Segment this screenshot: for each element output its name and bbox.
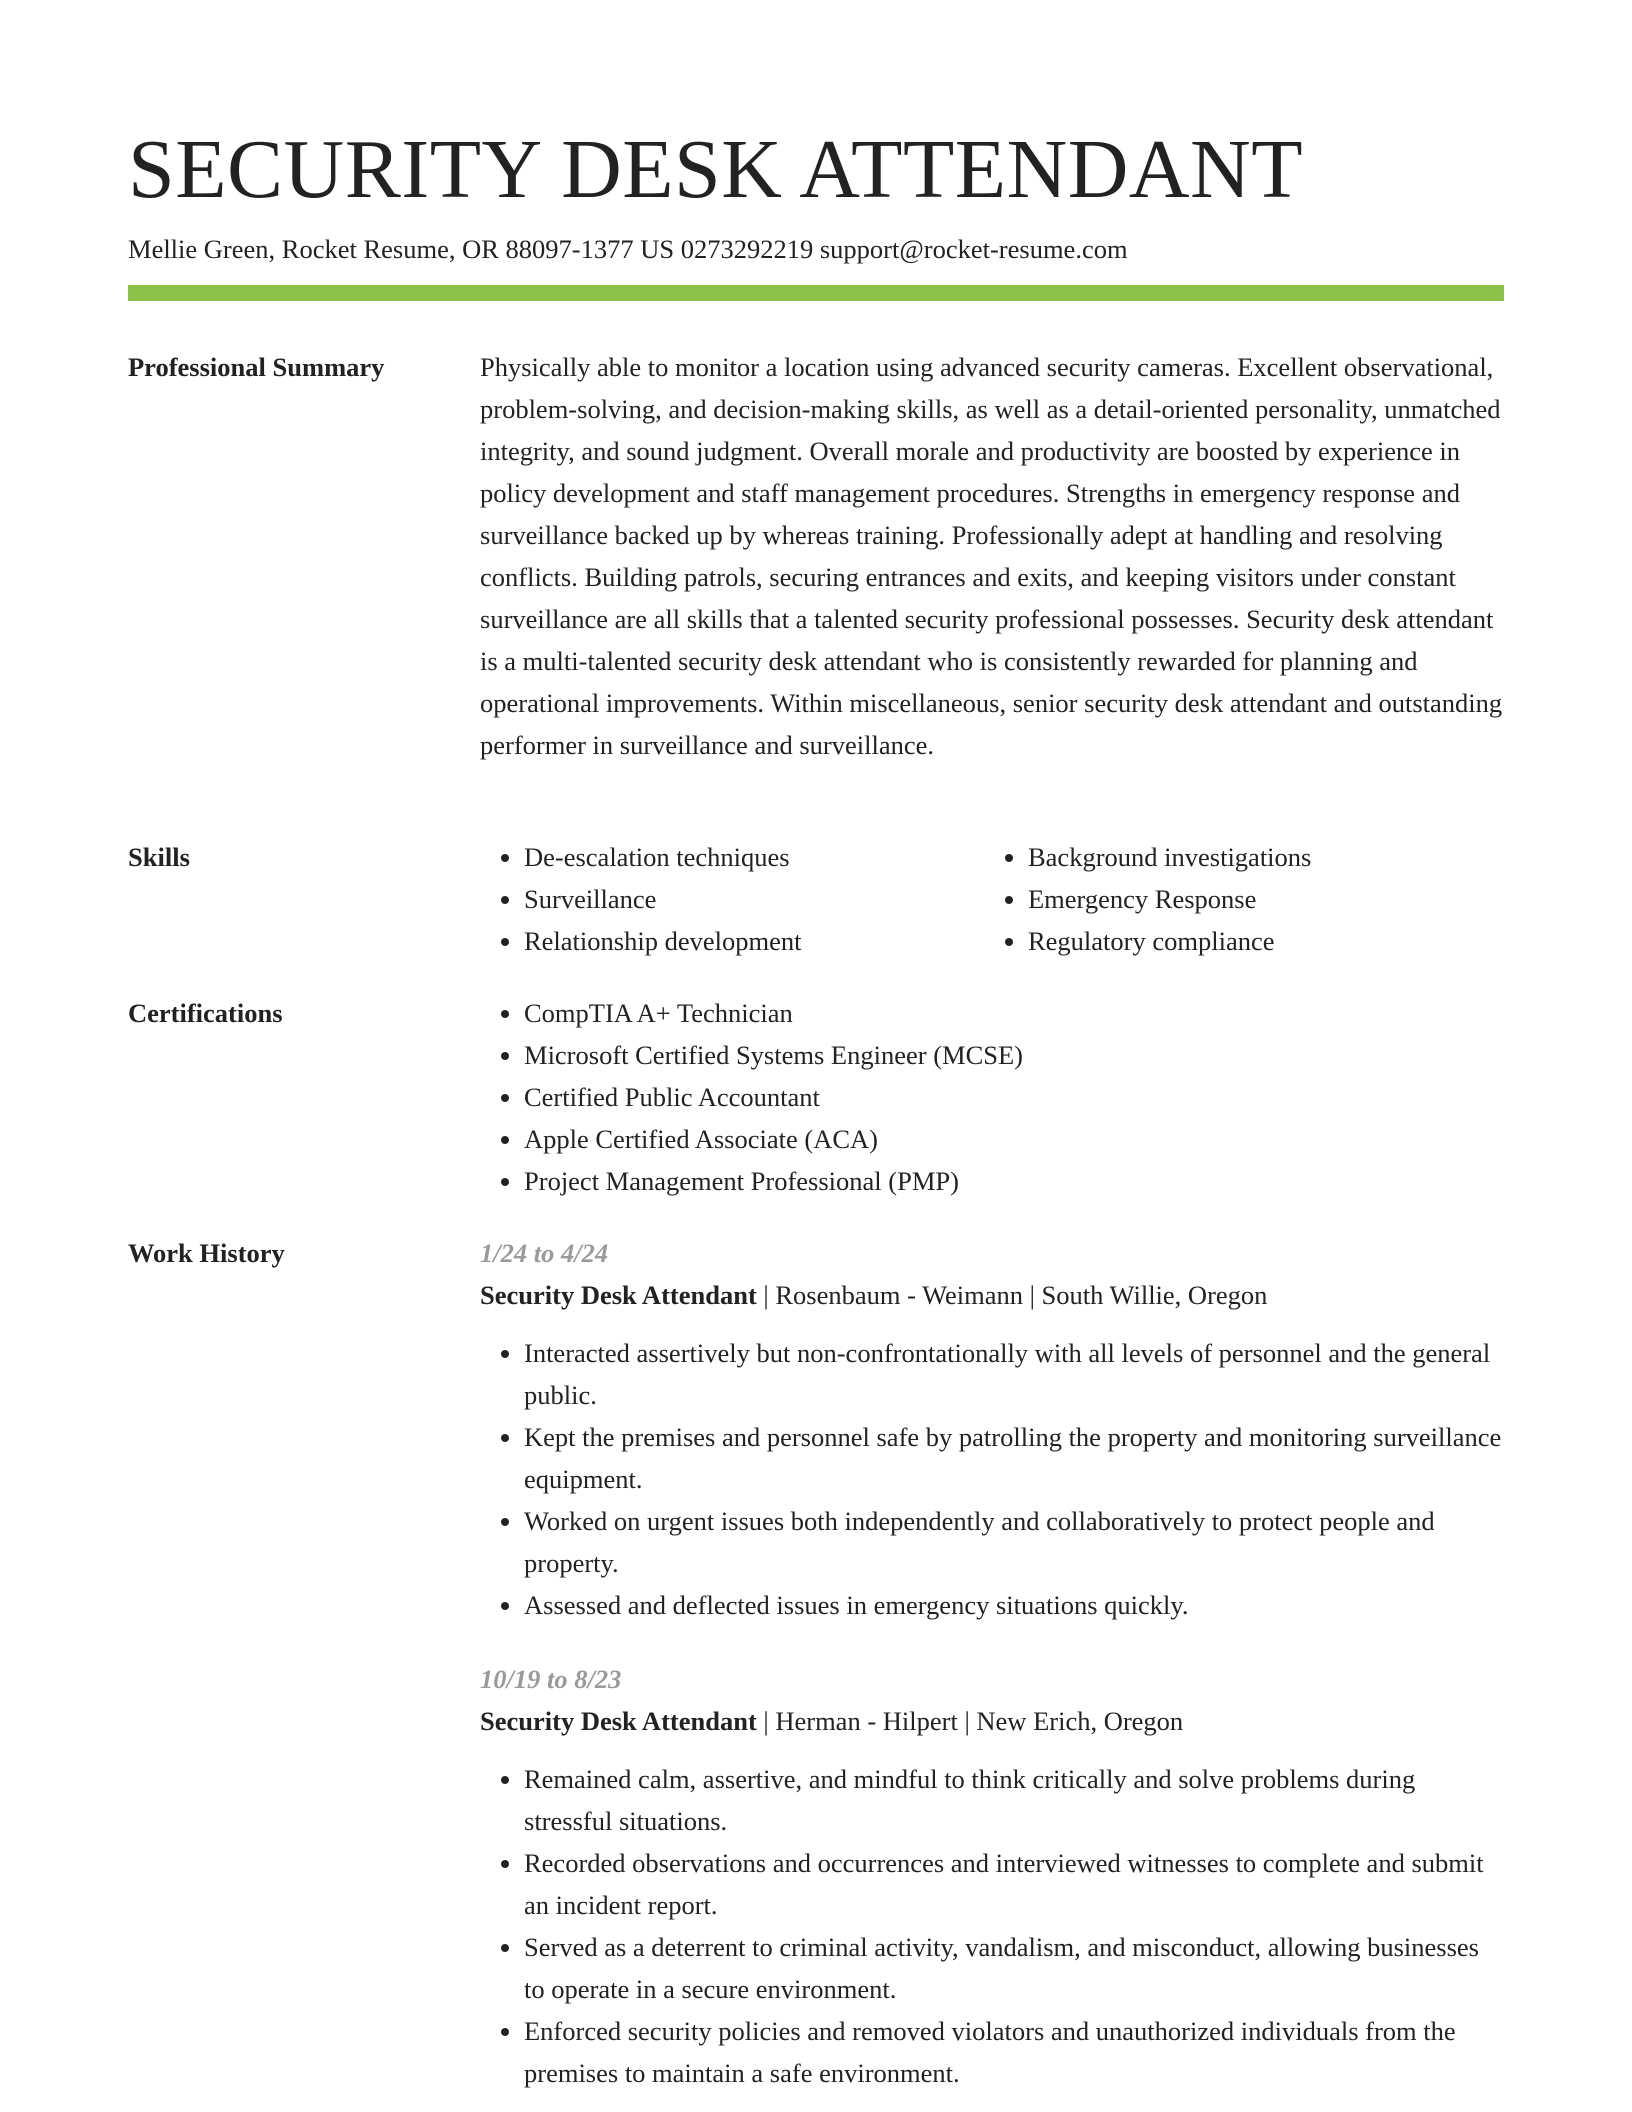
certification-item: • CompTIA A+ Technician bbox=[524, 992, 1504, 1034]
skill-item: • Regulatory compliance bbox=[1028, 920, 1488, 962]
certifications-body bbox=[480, 992, 1504, 1202]
skills-column-right bbox=[984, 836, 1488, 962]
summary-heading: Professional Summary bbox=[128, 352, 385, 382]
summary-text: Physically able to monitor a location using advanced security cameras. Excellent observational, problem-solving, and decision-making skills, as well as a detail-oriented personality, unmatched integrity, and sound judgment. Overall morale and productivity are boosted by experience in policy development and staff management procedures. Strengths in emergency response and surveillance backed up by whereas training. Professionally adept at handling and resolving conflicts. Building patrols, securing entrances and exits, and keeping visitors under constant surveillance are all skills that a talented security professional possesses. Security desk attendant is a multi-talented security desk attendant who is consistently rewarded for planning and operational improvements. Within miscellaneous, senior security desk attendant and outstanding performer in surveillance and surveillance. bbox=[480, 352, 1503, 760]
skills-list-right bbox=[984, 836, 1488, 962]
skill-item: • De-escalation techniques bbox=[524, 836, 984, 878]
job-separator: | bbox=[1022, 1280, 1042, 1310]
job-title: Security Desk Attendant bbox=[480, 1280, 757, 1310]
skills-body bbox=[480, 836, 1504, 962]
certification-item: • Apple Certified Associate (ACA) bbox=[524, 1118, 1504, 1160]
job-company: Rosenbaum - Weimann bbox=[775, 1280, 1023, 1310]
job-bullet: • Kept the premises and personnel safe by patrolling the property and monitoring surveillance equipment. bbox=[524, 1416, 1504, 1500]
skills-grid bbox=[480, 836, 1504, 962]
job-separator: | bbox=[756, 1706, 776, 1736]
job-dates: 1/24 to 4/24 bbox=[480, 1238, 609, 1268]
job-header bbox=[480, 1700, 1504, 1742]
skills-column-left bbox=[480, 836, 984, 962]
job-location: South Willie, Oregon bbox=[1041, 1280, 1268, 1310]
job-bullet: • Recorded observations and occurrences and interviewed witnesses to complete and submit an incident report. bbox=[524, 1842, 1504, 1926]
job-bullets bbox=[480, 1758, 1504, 2094]
work-history-body bbox=[480, 1232, 1504, 2094]
job-bullet: • Assessed and deflected issues in emergency situations quickly. bbox=[524, 1584, 1504, 1626]
resume-title: SECURITY DESK ATTENDANT bbox=[128, 123, 1304, 216]
certification-item: • Certified Public Accountant bbox=[524, 1076, 1504, 1118]
summary-body bbox=[480, 346, 1504, 766]
job-title: Security Desk Attendant bbox=[480, 1706, 757, 1736]
job-company: Herman - Hilpert bbox=[775, 1706, 958, 1736]
certifications-list bbox=[480, 992, 1504, 1202]
skill-item: • Surveillance bbox=[524, 878, 984, 920]
job-bullet: • Remained calm, assertive, and mindful to think critically and solve problems during stressful situations. bbox=[524, 1758, 1504, 1842]
certifications-heading: Certifications bbox=[128, 998, 283, 1028]
certification-item: • Project Management Professional (PMP) bbox=[524, 1160, 1504, 1202]
job-dates: 10/19 to 8/23 bbox=[480, 1664, 622, 1694]
contact-line: Mellie Green, Rocket Resume, OR 88097-1377 US 0273292219 support@rocket-resume.com bbox=[128, 234, 1128, 264]
job-bullet: • Enforced security policies and removed violators and unauthorized individuals from the premises to maintain a safe environment. bbox=[524, 2010, 1504, 2094]
job-separator: | bbox=[957, 1706, 977, 1736]
job-header bbox=[480, 1274, 1504, 1316]
job-entry bbox=[480, 1658, 1504, 2094]
work-history-heading: Work History bbox=[128, 1238, 285, 1268]
job-location: New Erich, Oregon bbox=[976, 1706, 1184, 1736]
skill-item: • Emergency Response bbox=[1028, 878, 1488, 920]
skill-item: • Relationship development bbox=[524, 920, 984, 962]
skills-heading: Skills bbox=[128, 842, 190, 872]
job-bullet: • Worked on urgent issues both independently and collaboratively to protect people and property. bbox=[524, 1500, 1504, 1584]
skill-item: • Background investigations bbox=[1028, 836, 1488, 878]
job-bullets bbox=[480, 1332, 1504, 1626]
header-divider bbox=[128, 285, 1504, 301]
job-bullet: • Served as a deterrent to criminal activity, vandalism, and misconduct, allowing businesses to operate in a secure environment. bbox=[524, 1926, 1504, 2010]
certification-item: • Microsoft Certified Systems Engineer (MCSE) bbox=[524, 1034, 1504, 1076]
job-bullet: • Interacted assertively but non-confrontationally with all levels of personnel and the general public. bbox=[524, 1332, 1504, 1416]
job-separator: | bbox=[756, 1280, 776, 1310]
skills-list-left bbox=[480, 836, 984, 962]
job-entry bbox=[480, 1232, 1504, 1626]
